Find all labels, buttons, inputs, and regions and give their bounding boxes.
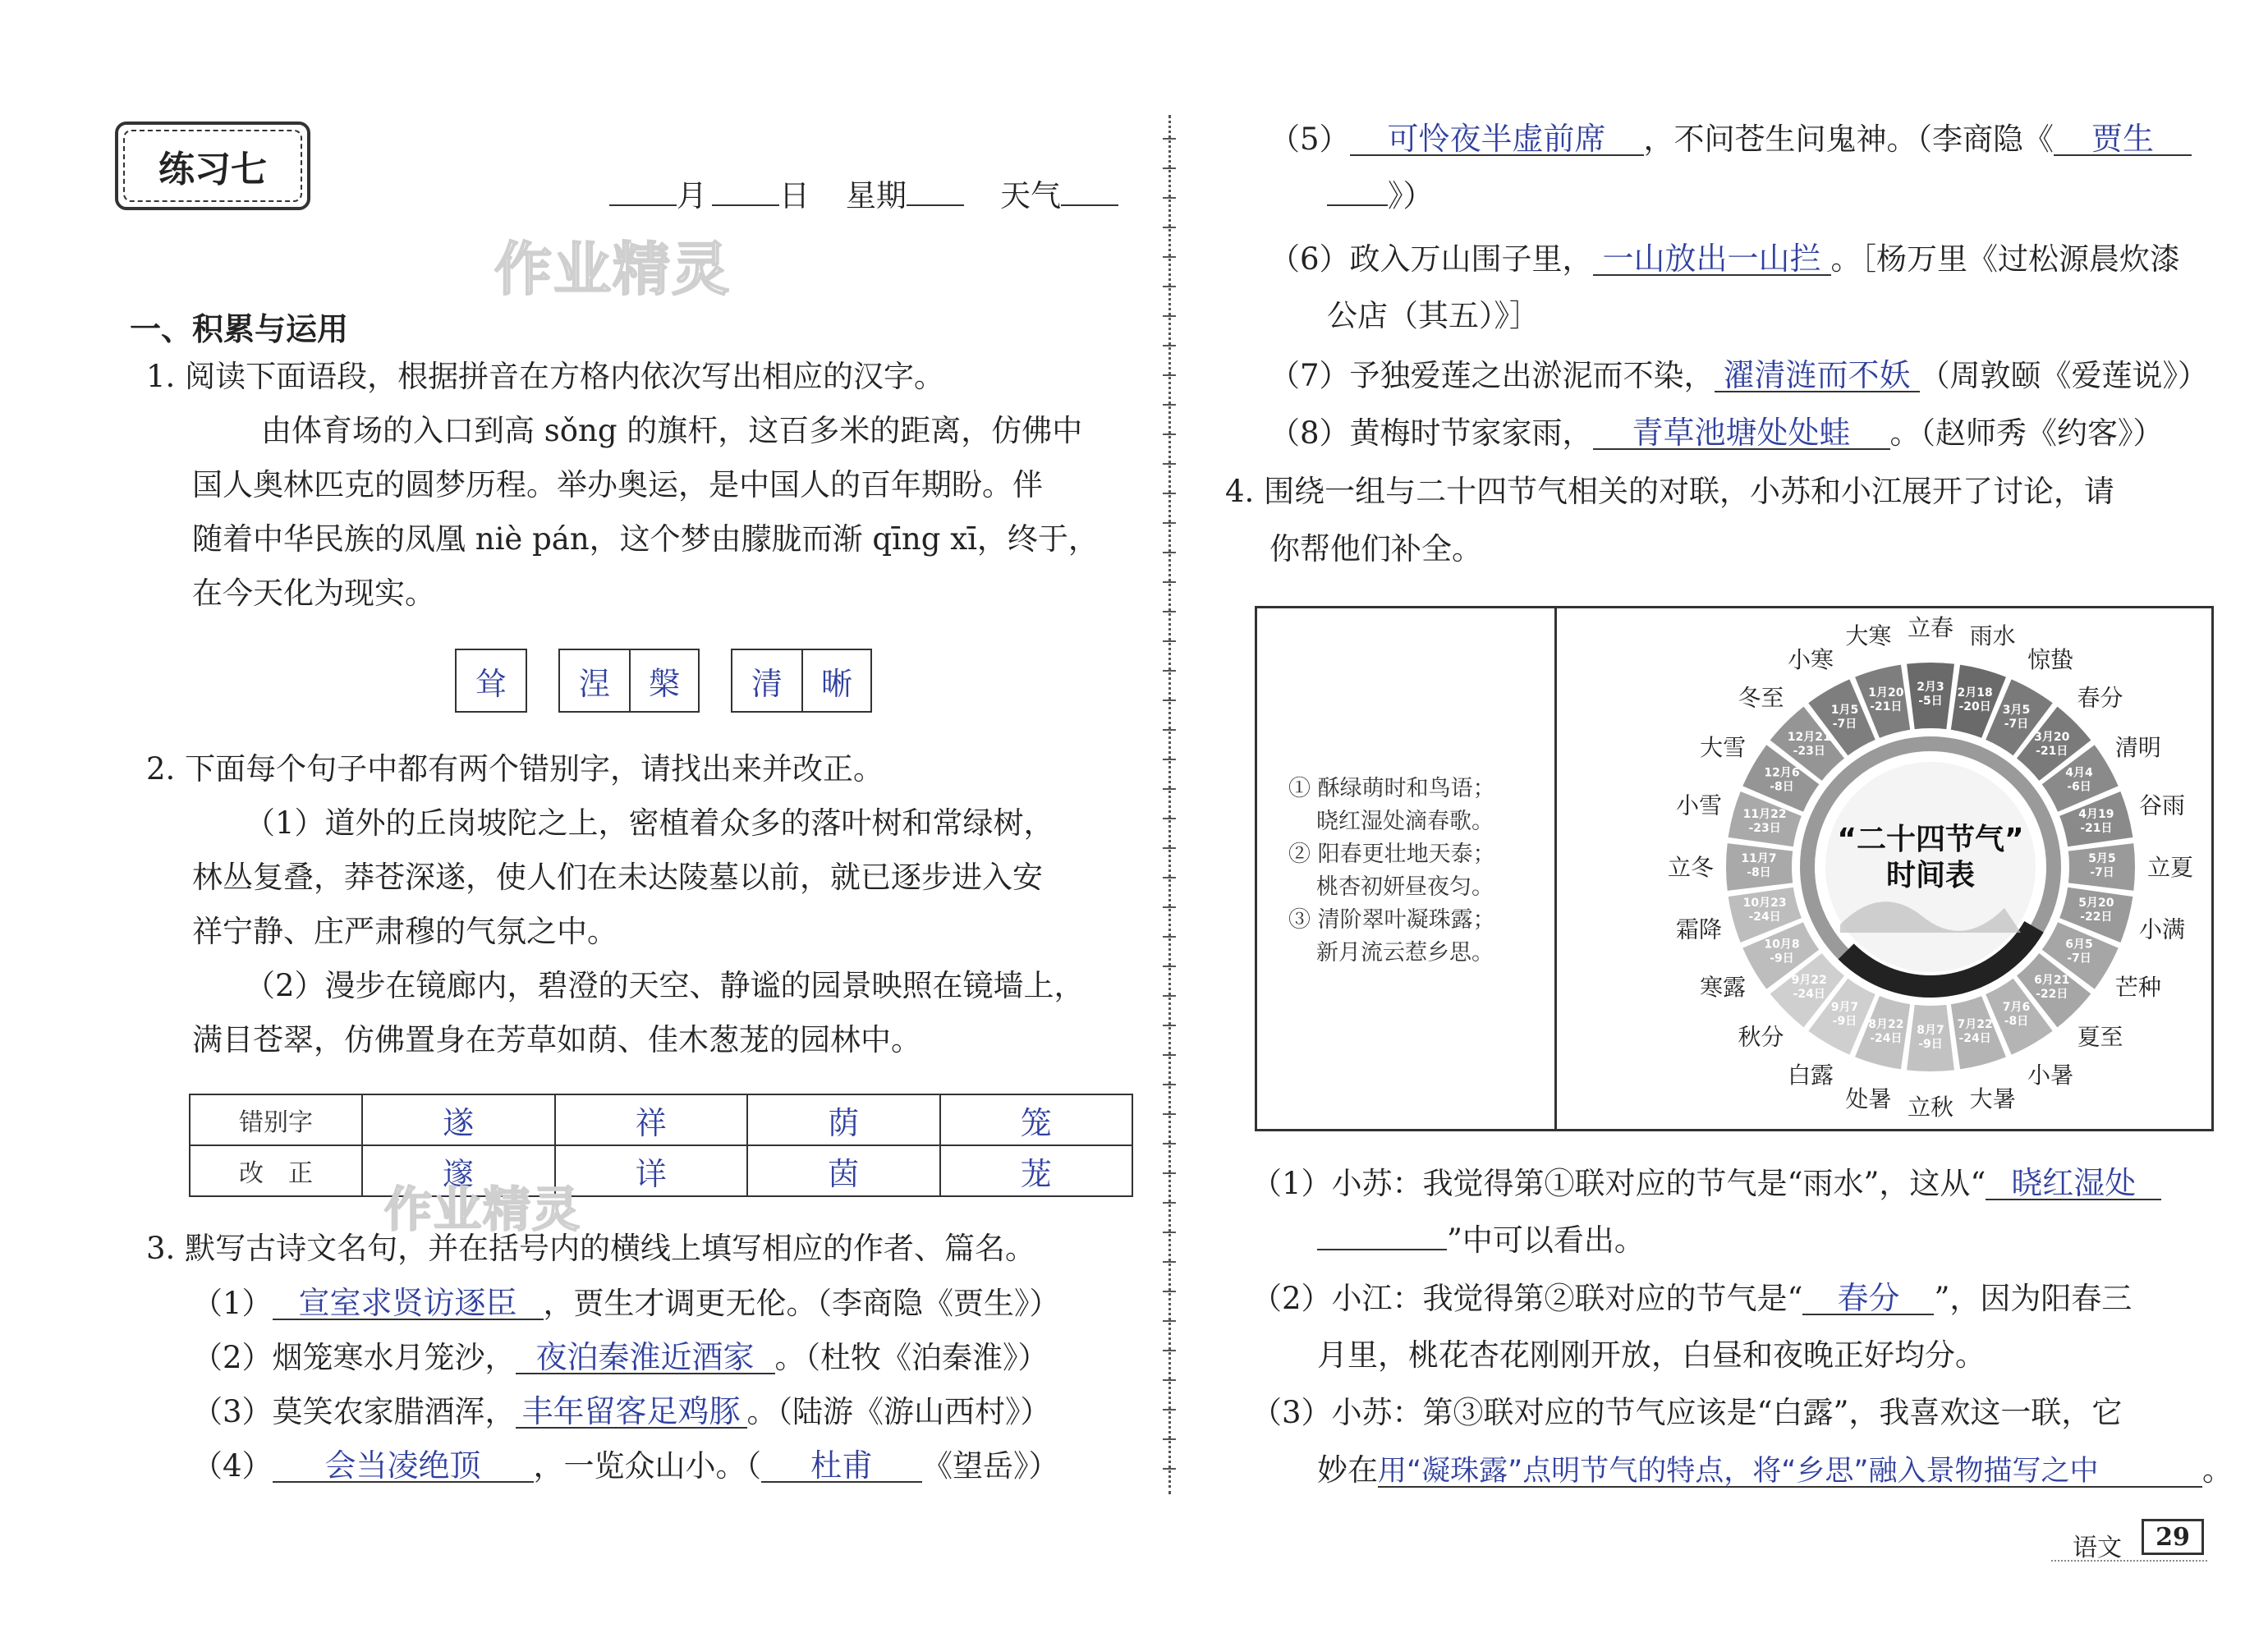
term-label: 寒露 (1700, 974, 1747, 1001)
right-char: 详 (555, 1145, 748, 1196)
term-date: 10月23 -24日 (1742, 897, 1787, 924)
term-date: 4月4 -6日 (2065, 766, 2093, 794)
section-heading: 一、积累与运用 (130, 311, 349, 347)
term-date: 3月5 -7日 (2002, 704, 2031, 732)
term-date: 12月21 -23日 (1787, 731, 1831, 759)
solar-terms-figure (1255, 606, 2214, 1131)
page-divider-ticks (1163, 115, 1176, 1494)
term-label: 立夏 (2146, 854, 2194, 881)
term-label: 雨水 (1969, 622, 2016, 649)
right-char: 茵 (747, 1145, 940, 1196)
q4-answer-3-cont: 妙在用“凝珠露”点明节气的特点，将“乡思”融入景物描写之中 。 (1317, 1452, 2233, 1488)
q2-line: 祥宁静、庄严肃穆的气氛之中。 (192, 914, 618, 949)
q3-item-5: （5） 可怜夜半虚前席 ，不问苍生问鬼神。（李商隐《 贾生 (1269, 123, 2192, 156)
term-label: 惊蛰 (2027, 646, 2074, 674)
term-label: 秋分 (1738, 1023, 1784, 1051)
term-label: 立冬 (1667, 854, 1715, 881)
term-date: 1月5 -7日 (1830, 704, 1859, 732)
q1-line: 由体育场的入口到高 sǒng 的旗杆，这百多米的距离，仿佛中 (261, 413, 1083, 448)
term-date: 8月22 -24日 (1868, 1017, 1904, 1045)
footer-rule (2051, 1560, 2207, 1562)
wrong-char: 祥 (555, 1094, 748, 1145)
answer-char: 耸 (475, 665, 507, 702)
term-label: 大寒 (1845, 622, 1892, 649)
term-date: 5月5 -7日 (2088, 852, 2116, 879)
right-char: 邃 (362, 1145, 555, 1196)
q4-answer-3: （3）小苏：第③联对应的节气应该是“白露”，我喜欢这一联，它 (1251, 1395, 2123, 1430)
term-label: 芒种 (2114, 974, 2161, 1001)
q1-line: 在今天化为现实。 (192, 576, 435, 611)
page-number: 29 (2142, 1519, 2204, 1555)
term-date: 12月6 -8日 (1764, 766, 1800, 794)
term-date: 6月21 -22日 (2034, 973, 2070, 1001)
wrong-char: 笼 (940, 1094, 1133, 1145)
answer-box-2 (558, 649, 700, 713)
q4-answer-1: （1）小苏：我觉得第①联对应的节气是“雨水”，这从“ 晓红湿处 (1251, 1167, 2161, 1200)
q3-item-1: （1） 宣室求贤访逐臣 ，贾生才调更无伦。（李商隐《贾生》） (192, 1285, 1060, 1321)
q1-line: 随着中华民族的凤凰 niè pán，这个梦由朦胧而渐 qīng xī，终于， (192, 521, 1099, 557)
answer-char: 清 (751, 665, 783, 702)
term-label: 清明 (2114, 734, 2161, 761)
watermark: 作业精灵 (384, 1181, 582, 1237)
term-label: 霜降 (1675, 915, 1722, 943)
answer-box-3 (731, 649, 872, 713)
term-date: 3月20 -21日 (2034, 731, 2070, 759)
q3-item-4: （4） 会当凌绝顶 ，一览众山小。（ 杜甫 《望岳》） (192, 1447, 1059, 1484)
term-date: 2月18 -20日 (1957, 686, 1993, 714)
wrong-char: 荫 (747, 1094, 940, 1145)
term-date: 7月22 -24日 (1957, 1017, 1993, 1045)
term-date: 6月5 -7日 (2065, 938, 2093, 966)
term-date: 9月7 -9日 (1830, 1000, 1859, 1028)
q2-line: （1）道外的丘岗坡陀之上，密植着众多的落叶树和常绿树， (245, 805, 1054, 841)
q4-answer-1-cont: ”中可以看出。 (1317, 1225, 1645, 1255)
table-header-wrong: 错别字 (190, 1094, 362, 1145)
table-header-right: 改 正 (190, 1145, 362, 1196)
term-date: 5月20 -22日 (2078, 897, 2114, 924)
term-label: 处暑 (1845, 1085, 1892, 1113)
subject-label: 语文 (2073, 1534, 2122, 1562)
q3-item-2: （2）烟笼寒水月笼沙， 夜泊秦淮近酒家 。（杜牧《泊秦淮》） (192, 1339, 1049, 1375)
term-date: 11月7 -8日 (1741, 852, 1777, 879)
q4-prompt: 4. 围绕一组与二十四节气相关的对联，小苏和小江展开了讨论，请 (1225, 474, 2115, 509)
term-label: 春分 (2077, 684, 2123, 712)
workbook-page (23, 16, 2245, 1613)
figure-divider (1554, 608, 1557, 1129)
term-label: 小暑 (2027, 1061, 2074, 1089)
q1-prompt: 1. 阅读下面语段，根据拼音在方格内依次写出相应的汉字。 (146, 359, 945, 394)
term-label: 谷雨 (2139, 791, 2186, 819)
term-label: 小雪 (1675, 791, 1722, 819)
term-date: 7月6 -8日 (2002, 1000, 2031, 1028)
q3-item-6-cont: 公店（其五）》］ (1327, 298, 1540, 333)
correction-table (189, 1094, 1133, 1197)
q3-item-8: （8）黄梅时节家家雨， 青草池塘处处蛙 。（赵师秀《约客》） (1269, 415, 2164, 451)
q3-item-7: （7）予独爱莲之出淤泥而不染， 濯清涟而不妖 （周敦颐《爱莲说》） (1269, 357, 2209, 393)
q2-line: 满目苍翠，仿佛置身在芳草如荫、佳木葱茏的园林中。 (192, 1022, 921, 1057)
date-line: 月 日 星期 天气 (609, 181, 1118, 211)
term-date: 10月8 -9日 (1764, 938, 1800, 966)
term-label: 大暑 (1969, 1085, 2016, 1113)
q3-prompt: 3. 默写古诗文名句，并在括号内的横线上填写相应的作者、篇名。 (146, 1231, 1036, 1266)
q4-prompt-cont: 你帮他们补全。 (1269, 531, 1482, 567)
couplet-list: ① 酥绿萌时和鸟语； 晓红湿处滴春歌。 ② 阳春更壮地天泰； 桃杏初妍昼夜匀。 ③ 清阶翠叶凝珠露； 新月流云惹乡思。 (1288, 776, 1495, 966)
q2-line: （2）漫步在镜廊内，碧澄的天空、静谧的园景映照在镜墙上， (245, 968, 1085, 1003)
answer-char: 槃 (629, 650, 698, 711)
wheel-subtitle: 时间表 (1885, 859, 1976, 892)
q3-item-6: （6）政入万山围子里， 一山放出一山拦 。［杨万里《过松源晨炊漆 (1269, 241, 2181, 277)
q3-item-3: （3）莫笑农家腊酒浑， 丰年留客足鸡豚 。（陆游《游山西村》） (192, 1393, 1051, 1429)
right-char: 茏 (940, 1145, 1133, 1196)
q4-answer-2: （2）小江：我觉得第②联对应的节气是“ 春分 ”，因为阳春三 (1251, 1280, 2133, 1316)
exercise-title: 练习七 (158, 149, 267, 190)
term-label: 白露 (1787, 1061, 1834, 1089)
answer-box-1 (455, 649, 527, 713)
wheel-title: “二十四节气” (1837, 823, 2024, 856)
solar-terms-wheel (1602, 608, 2210, 1129)
q4-answer-2-cont: 月里，桃花杏花刚刚开放，白昼和夜晚正好均分。 (1317, 1337, 1986, 1373)
term-date: 9月22 -24日 (1791, 973, 1827, 1001)
term-label: 冬至 (1738, 684, 1784, 712)
term-label: 小满 (2139, 915, 2186, 943)
q2-line: 林丛复叠，莽苍深遂，使人们在未达陵墓以前，就已逐步进入安 (192, 860, 1043, 895)
term-label: 大雪 (1700, 734, 1747, 761)
q1-line: 国人奥林匹克的圆梦历程。举办奥运，是中国人的百年期盼。伴 (192, 467, 1043, 502)
answer-char: 涅 (578, 665, 610, 702)
q2-prompt: 2. 下面每个句子中都有两个错别字，请找出来并改正。 (146, 751, 884, 787)
term-label: 夏至 (2077, 1023, 2123, 1051)
wrong-char: 遂 (362, 1094, 555, 1145)
term-label: 立秋 (1907, 1094, 1954, 1121)
term-date: 2月3 -5日 (1917, 681, 1944, 708)
exercise-title-box (115, 122, 310, 210)
term-date: 1月20 -21日 (1868, 686, 1904, 714)
term-date: 4月19 -21日 (2078, 807, 2114, 835)
watermark: 作业精灵 (494, 236, 731, 303)
answer-char: 晰 (801, 650, 870, 711)
q3-item-5-cont: 》） (1327, 181, 1434, 211)
term-label: 立春 (1907, 614, 1954, 641)
term-date: 8月7 -9日 (1917, 1024, 1944, 1051)
term-date: 11月22 -23日 (1742, 807, 1787, 835)
term-label: 小寒 (1787, 646, 1834, 674)
